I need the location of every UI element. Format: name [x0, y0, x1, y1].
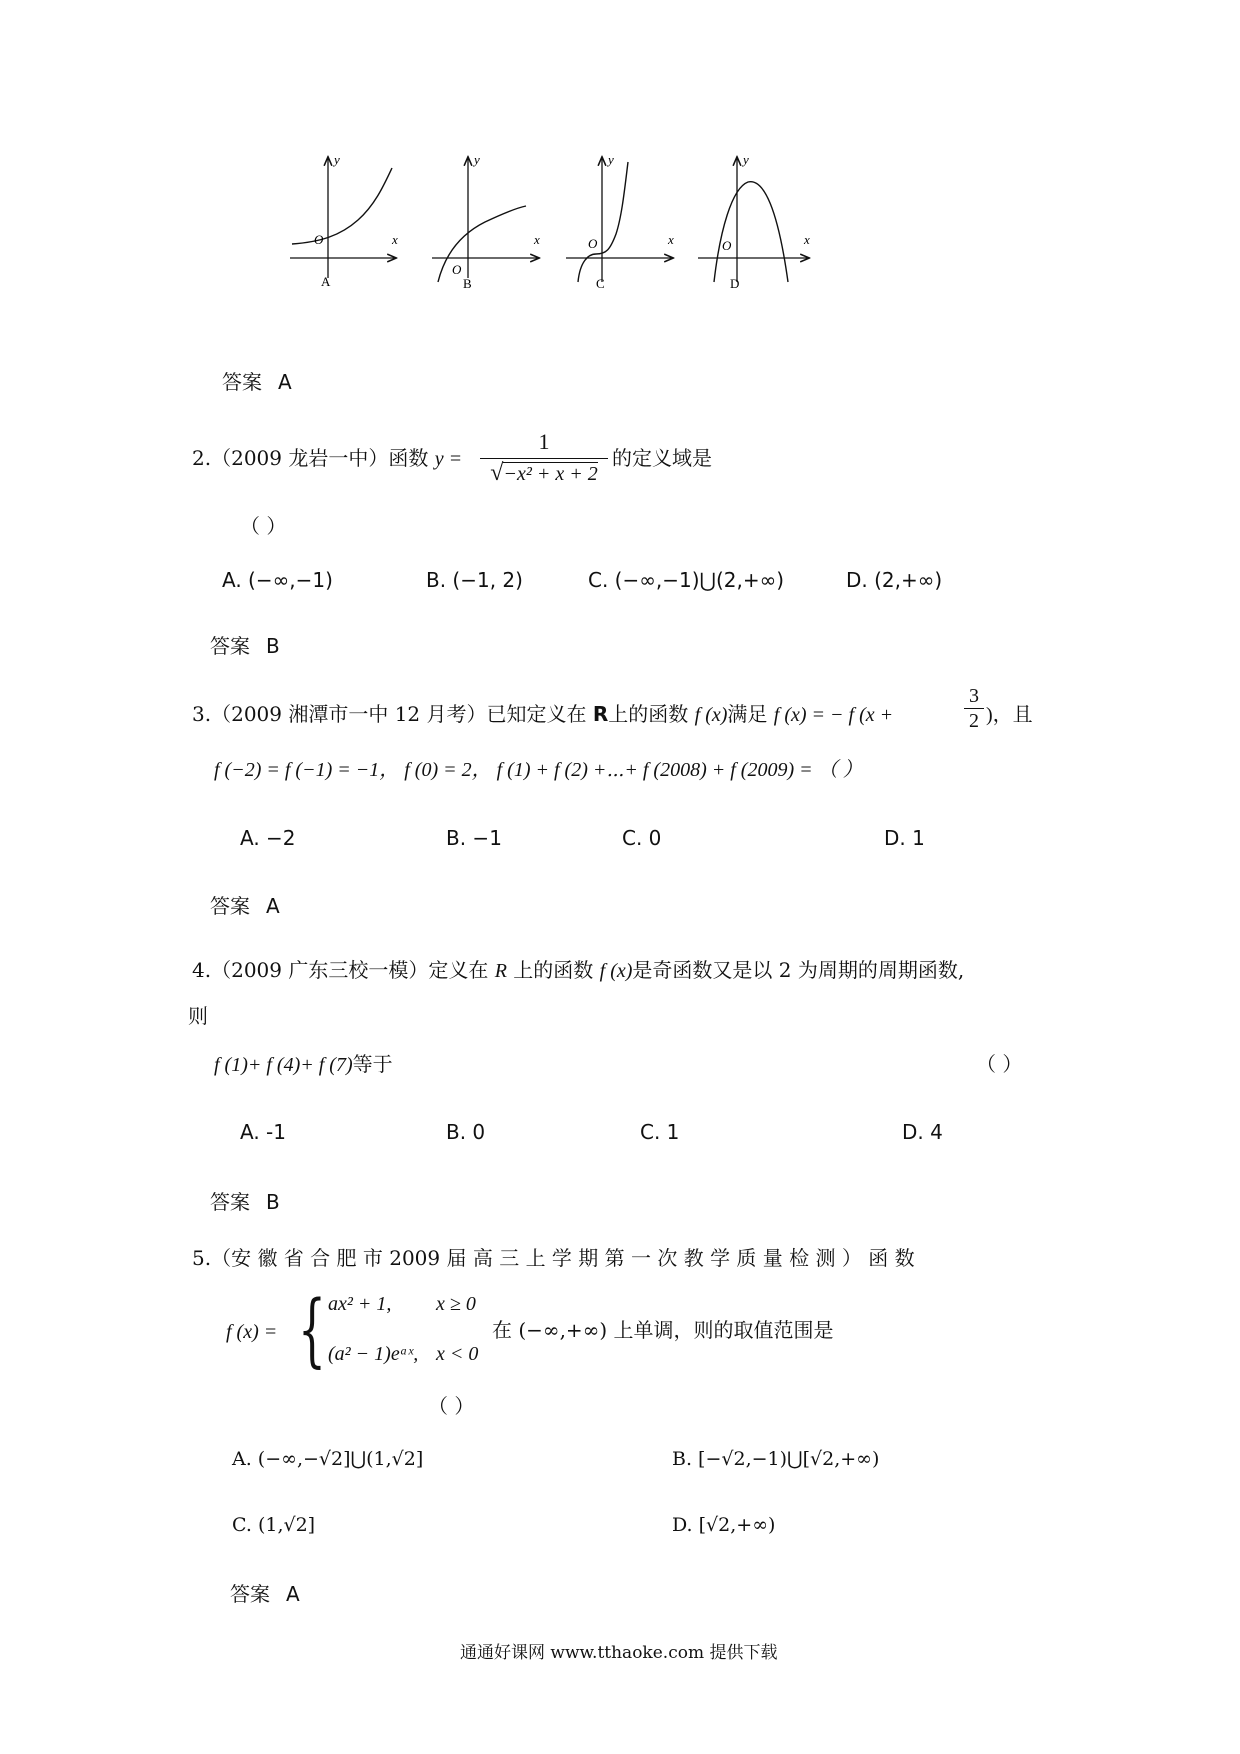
q4-option-b[interactable]: B. 0: [446, 1120, 486, 1144]
q5-brace: {: [298, 1283, 326, 1376]
svg-text:y: y: [474, 152, 480, 167]
q3-option-a[interactable]: A. −2: [240, 826, 296, 850]
q2-paren: （ ）: [240, 514, 287, 538]
q4-expr: f (1)+ f (4)+ f (7)等于: [214, 1052, 393, 1076]
q5-option-c[interactable]: C. (1,√2]: [232, 1514, 316, 1536]
q2-tail: 的定义域是: [612, 446, 712, 470]
q5-case1-cond: x ≥ 0: [436, 1293, 476, 1315]
svg-text:y: y: [743, 152, 749, 167]
q4-answer: 答案 B: [210, 1190, 280, 1214]
q4-option-d[interactable]: D. 4: [902, 1120, 943, 1144]
graph-c-label: C: [596, 276, 605, 291]
q2-answer: 答案 B: [210, 634, 280, 658]
q5-case2-cond: x < 0: [436, 1343, 479, 1365]
q1-graphs: [280, 150, 840, 340]
q2-fraction: 1 √−x² + x + 2: [480, 428, 608, 488]
q5-option-d[interactable]: D. [√2,+∞): [672, 1514, 776, 1536]
q3-line2: f (−2) = f (−1) = −1， f (0) = 2， f (1) + f (2) +⋯+ f (2008) + f (2009) = （ ）: [214, 759, 863, 781]
q2-option-a[interactable]: A. (−∞,−1): [222, 568, 333, 592]
svg-text:x: x: [534, 232, 540, 247]
q5-case1-expr: ax² + 1,: [328, 1293, 392, 1315]
q2-option-d[interactable]: D. (2,+∞): [846, 568, 943, 592]
graph-a-label: A: [321, 274, 331, 289]
q1-answer: 答案 A: [222, 370, 292, 394]
q3-eq-right: )，且: [986, 704, 1033, 726]
q5-case2-expr: (a² − 1)eᵃˣ,: [328, 1343, 419, 1365]
graph-b-label: B: [463, 276, 472, 291]
q5-option-a[interactable]: A. (−∞,−√2]⋃(1,√2]: [232, 1448, 424, 1470]
q5-tail: 在 (−∞,+∞) 上单调，则的取值范围是: [492, 1318, 834, 1342]
q4-stem: 4.（2009 广东三校一模）定义在 R 上的函数 f (x)是奇函数又是以 2 为周期的周期函数,: [192, 958, 965, 982]
svg-text:O: O: [452, 262, 462, 277]
svg-text:O: O: [588, 236, 598, 251]
q3-stem: 3.（2009 湘潭市一中 12 月考）已知定义在 R上的函数 f (x)满足 f (x) = − f (x +: [192, 702, 894, 726]
q5-option-b[interactable]: B. [−√2,−1)⋃[√2,+∞): [672, 1448, 880, 1470]
q5-paren: （ ）: [428, 1394, 475, 1418]
graph-d-label: D: [730, 276, 740, 291]
graph-c: [566, 152, 674, 291]
q2-stem: 2.（2009 龙岩一中）函数 y =: [192, 446, 463, 470]
graph-a-origin: O: [314, 232, 324, 247]
svg-text:y: y: [608, 152, 614, 167]
page-footer: 通通好课网 www.tthaoke.com 提供下载: [460, 1643, 778, 1663]
q5-stem-text: 5.（安 徽 省 合 肥 市 2009 届 高 三 上 学 期 第 一 次 教 学 质 量 检 测 ） 函 数: [192, 1246, 915, 1270]
graph-a-x: x: [392, 232, 398, 247]
q5-fdef: f (x) =: [226, 1321, 278, 1343]
graph-a-y: y: [334, 152, 340, 167]
graph-d: [698, 152, 810, 291]
q4-option-a[interactable]: A. -1: [240, 1120, 286, 1144]
q2-option-c[interactable]: C. (−∞,−1)⋃(2,+∞): [588, 568, 785, 592]
svg-text:x: x: [804, 232, 810, 247]
q4-option-c[interactable]: C. 1: [640, 1120, 680, 1144]
svg-text:O: O: [722, 238, 732, 253]
svg-text:x: x: [668, 232, 674, 247]
graph-b: [432, 152, 540, 291]
q3-fraction: 3 2: [964, 684, 984, 733]
q3-option-d[interactable]: D. 1: [884, 826, 925, 850]
q4-line2: 则: [188, 1004, 208, 1028]
q3-option-b[interactable]: B. −1: [446, 826, 502, 850]
q3-option-c[interactable]: C. 0: [622, 826, 662, 850]
q4-paren: （ ）: [976, 1052, 1023, 1076]
q5-answer: 答案 A: [230, 1582, 300, 1606]
q3-answer: 答案 A: [210, 894, 280, 918]
graph-a: [290, 152, 398, 289]
q2-option-b[interactable]: B. (−1, 2): [426, 568, 523, 592]
